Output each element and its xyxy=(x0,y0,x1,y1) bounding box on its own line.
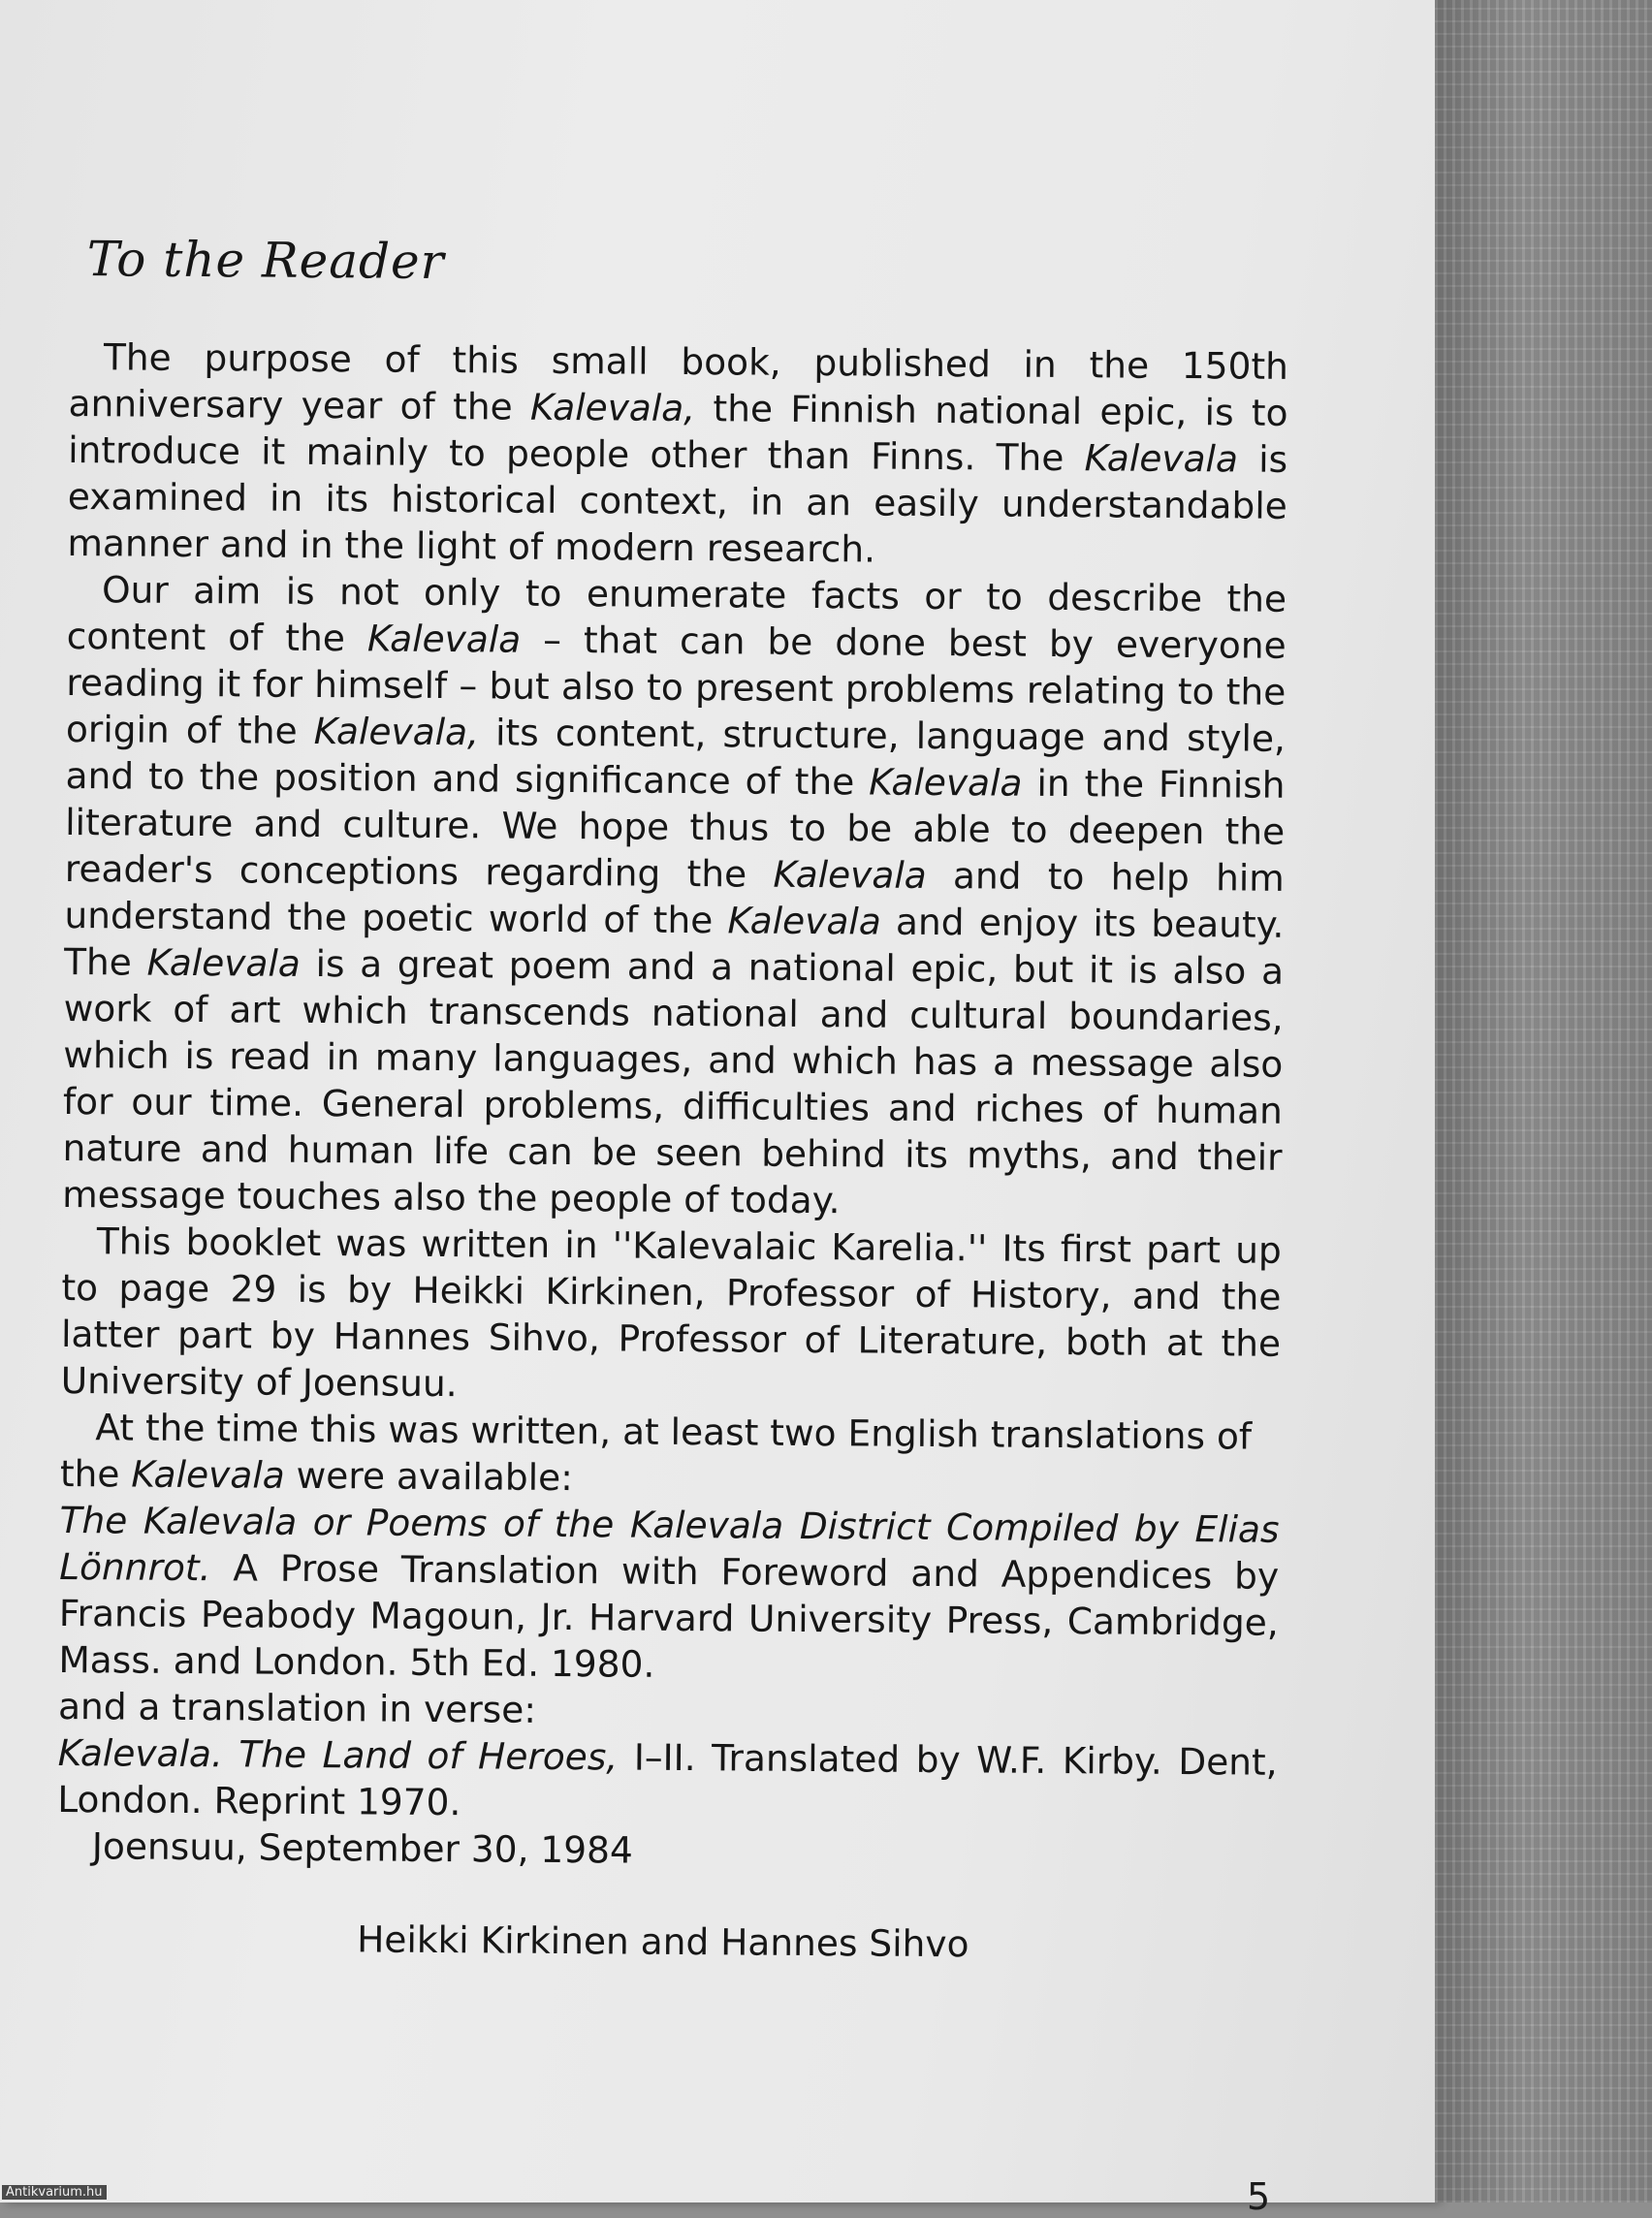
paragraph-translations: At the time this was written, at least two English translations of the Kalevala were available: xyxy=(59,1406,1253,1500)
date-line: Joensuu, September 30, 1984 xyxy=(91,1824,634,1872)
page-title: To the Reader xyxy=(86,231,445,291)
watermark: Antikvarium.hu xyxy=(2,2185,107,2200)
page-number: 5 xyxy=(1247,2175,1271,2218)
paragraph-authorship: This booklet was written in ''Kalevalaic Karelia.'' Its first part up to page 29 is by Heikki Kirkinen, Professor of History, and the latter part by Hannes Sihvo, Professor of Literature, both at the University of Joensuu. xyxy=(60,1220,1282,1406)
signature: Heikki Kirkinen and Hannes Sihvo xyxy=(356,1917,969,1966)
page-content xyxy=(56,231,1289,1970)
reference-prose-translation: The Kalevala or Poems of the Kalevala District Compiled by Elias Lönnrot. A Prose Translation with Foreword and Appendices by Francis Peabody Magoun, Jr. Harvard University Press, Cambridge, Mass. and London. 5th Ed. 1980. xyxy=(58,1498,1280,1686)
paragraph-verse-intro: and a translation in verse: xyxy=(57,1684,537,1731)
paragraph-aim: Our aim is not only to enumerate facts or to describe the content of the Kalevala – that can be done best by everyone reading it for himself – but also to present problems relating to the origin of the Kalevala, its content, structure, language and style, and to the position and significance of the Kalevala in the Finnish literature and culture. We hope thus to be able to deepen the reader's conceptions regarding the Kalevala and to help him understand the poetic world of the Kalevala and enjoy its beauty. The Kalevala is a great poem and a national epic, but it is also a work of art which transcends national and cultural boundaries, which is read in many languages, and which has a message also for our time. General problems, difficulties and riches of human nature and human life can be seen behind its myths, and their message touches also the people of today. xyxy=(62,568,1287,1222)
background-surface xyxy=(1435,0,1652,2202)
paragraph-purpose: The purpose of this small book, published in the 150th anniversary year of the Kalevala, the Finnish national epic, is to introduce it mainly to people other than Finns. The Kalevala is examined in its historical context, in an easily understandable manner and in the light of modern research. xyxy=(67,335,1289,571)
reference-verse-translation: Kalevala. The Land of Heroes, I–II. Translated by W.F. Kirby. Dent, London. Reprint 1970. xyxy=(57,1730,1278,1824)
